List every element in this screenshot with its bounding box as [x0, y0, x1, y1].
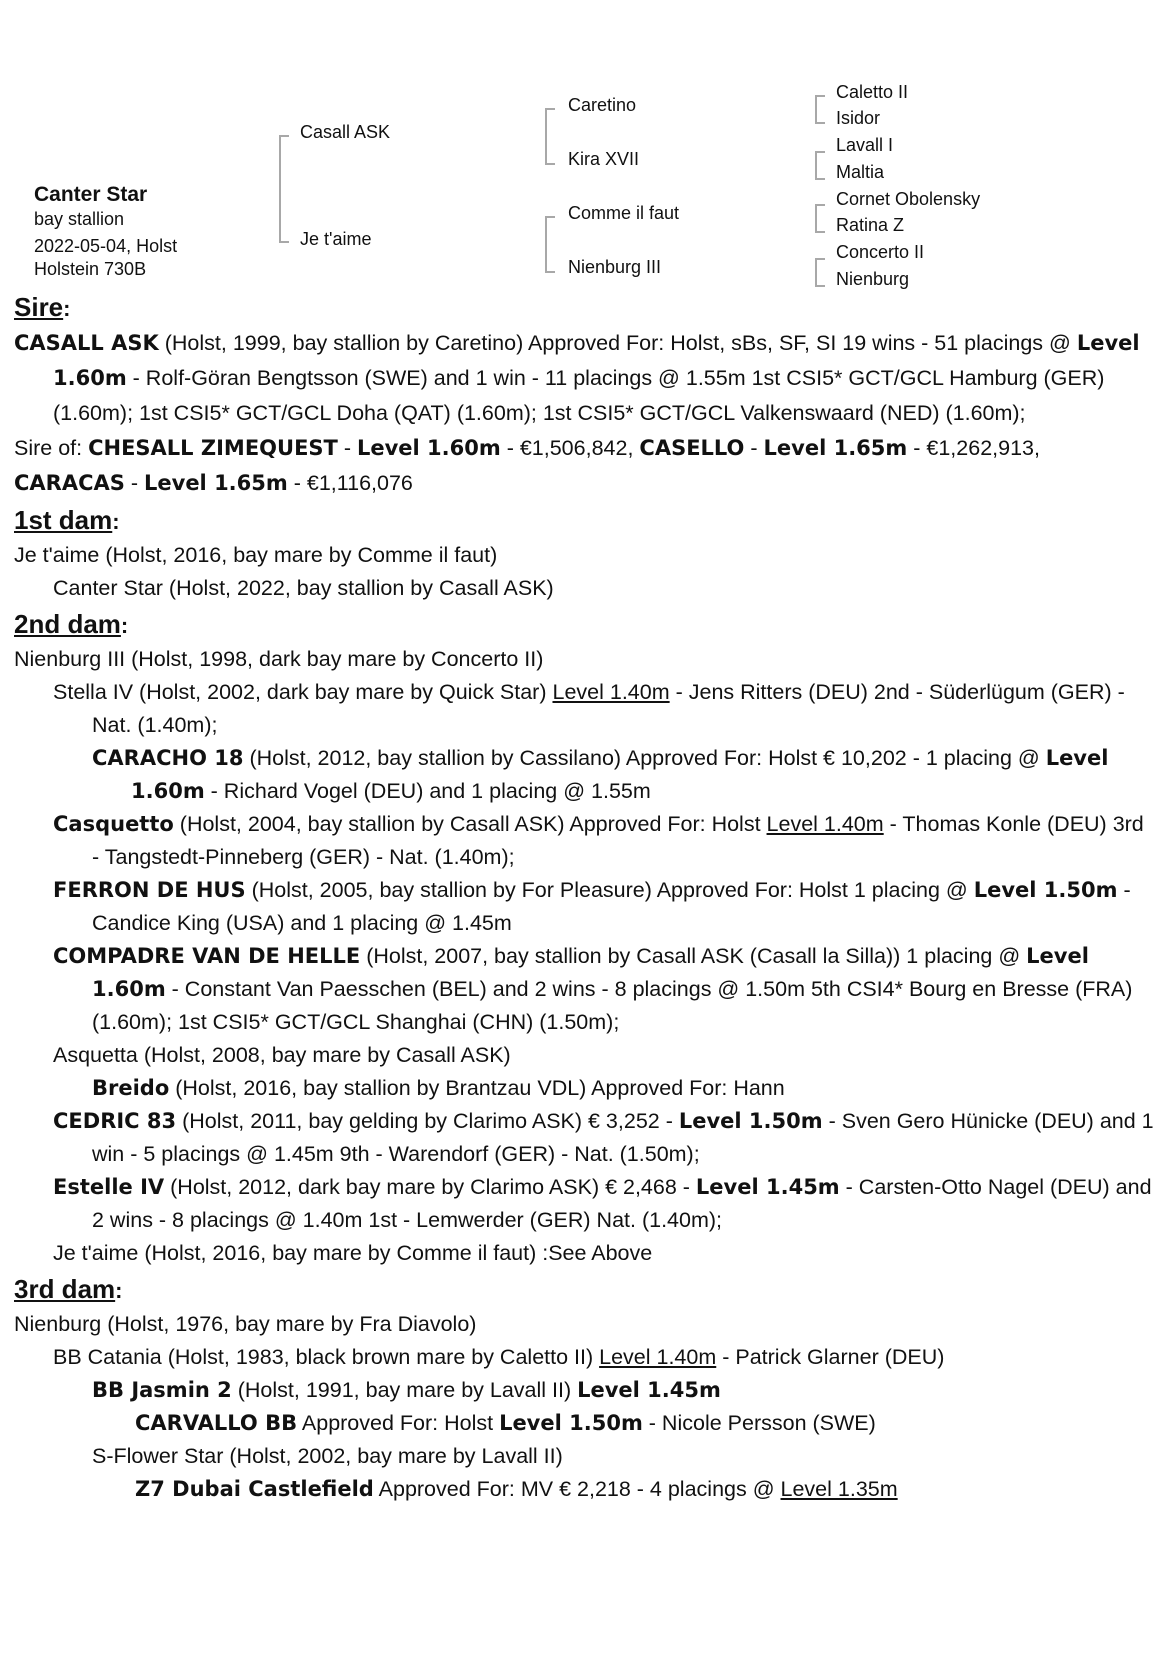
offspring-text: (Holst, 2011, bay gelding by Clarimo ASK) € 3,252 - [176, 1109, 679, 1133]
offspring-record: - Patrick Glarner (DEU) [716, 1345, 945, 1369]
offspring-earnings: - €1,506,842, [500, 436, 640, 460]
section-sire-heading [14, 290, 1154, 326]
section-first-dam-title: 1st dam [14, 505, 113, 535]
offspring-entry [53, 1171, 1154, 1237]
offspring-name: CARVALLO BB [135, 1411, 298, 1435]
section-third-dam-title: 3rd dam [14, 1274, 116, 1304]
pedigree-gen2-3[interactable]: Nienburg III [568, 257, 662, 277]
section-first-dam-heading [14, 503, 1154, 539]
offspring-text: Stella IV (Holst, 2002, dark bay mare by Quick Star) [53, 680, 553, 704]
section-second-dam-title: 2nd dam [14, 609, 121, 639]
colon: : [115, 1278, 123, 1303]
offspring-text: (Holst, 2012, bay stallion by Cassilano) Approved For: Holst € 10,202 - 1 placing @ [243, 746, 1046, 770]
pedigree-gen3-5[interactable]: Ratina Z [836, 215, 905, 235]
offspring-level: Level 1.35m [780, 1477, 898, 1501]
pedigree-connector [279, 135, 289, 243]
offspring-entry [53, 940, 1154, 1039]
offspring-text: (Holst, 2005, bay stallion by For Pleasure) Approved For: Holst 1 placing @ [245, 878, 974, 902]
offspring-entry [53, 1341, 1154, 1374]
offspring-entry [92, 742, 1154, 808]
offspring-text: Approved For: Holst [297, 1411, 500, 1435]
offspring-name: BB Jasmin 2 [92, 1378, 232, 1402]
pedigree-gen3-0[interactable]: Caletto II [836, 82, 909, 102]
second-dam-entry: Nienburg III (Holst, 1998, dark bay mare by Concerto II) [14, 647, 544, 671]
pedigree-connector [815, 95, 825, 124]
offspring-entry: S-Flower Star (Holst, 2002, bay mare by Lavall II) [92, 1444, 563, 1468]
pedigree-gen3-4[interactable]: Cornet Obolensky [836, 189, 981, 209]
offspring-name: CARACAS [14, 471, 125, 495]
pedigree-gen3-1[interactable]: Isidor [836, 108, 881, 128]
offspring-earnings: - €1,116,076 [287, 471, 413, 495]
sire-record: - Rolf-Göran Bengtsson (SWE) and 1 win - 11 placings @ 1.55m 1st CSI5* GCT/GCL Hamburg (GER) (1.60m); 1st CSI5* GCT/GCL Doha (QAT) (1.60m); 1st CSI5* GCT/GCL Valkenswaard (NED) (1.60m); [53, 366, 1105, 425]
subject-registry: Holstein 730B [34, 259, 147, 279]
offspring-level: Level 1.45m [695, 1175, 840, 1199]
offspring-entry [53, 1105, 1154, 1171]
offspring-name: CARACHO 18 [92, 746, 244, 770]
colon: : [120, 613, 129, 638]
pedigree-connector [815, 204, 825, 233]
offspring-entry [53, 676, 1154, 742]
first-dam-entry: Je t'aime (Holst, 2016, bay mare by Comme il faut) [14, 543, 498, 567]
pedigree-gen2-2[interactable]: Comme il faut [568, 203, 680, 223]
offspring-record: - Nicole Persson (SWE) [642, 1411, 876, 1435]
offspring-record: - Richard Vogel (DEU) and 1 placing @ 1.55m [204, 779, 651, 803]
offspring-text: (Holst, 2016, bay stallion by Brantzau VDL) Approved For: Hann [169, 1076, 785, 1100]
offspring-level: Level 1.50m [499, 1411, 643, 1435]
offspring-level: Level 1.60m [92, 944, 1089, 1001]
offspring-name: COMPADRE VAN DE HELLE [53, 944, 361, 968]
offspring-entry [92, 1374, 1154, 1407]
offspring-record: - Jens Ritters (DEU) 2nd - Süderlügum (GER) - Nat. (1.40m); [92, 680, 1125, 737]
colon: : [63, 296, 71, 321]
colon: : [112, 509, 120, 534]
pedigree-connector [815, 258, 825, 287]
offspring-name: CHESALL ZIMEQUEST [88, 436, 338, 460]
offspring-name: Breido [92, 1076, 170, 1100]
pedigree-dam[interactable]: Je t'aime [300, 229, 372, 249]
offspring-text: (Holst, 2007, bay stallion by Casall ASK (Casall la Silla)) 1 placing @ [360, 944, 1027, 968]
pedigree-connector [545, 216, 555, 273]
offspring-text: (Holst, 2012, dark bay mare by Clarimo ASK) € 2,468 - [164, 1175, 696, 1199]
offspring-level: Level 1.50m [973, 878, 1118, 902]
offspring-name: Casquetto [53, 812, 174, 836]
pedigree-gen3-3[interactable]: Maltia [836, 162, 885, 182]
offspring-entry [53, 874, 1154, 940]
third-dam-entry: Nienburg (Holst, 1976, bay mare by Fra Diavolo) [14, 1312, 477, 1336]
offspring-record: - Candice King (USA) and 1 placing @ 1.45m [92, 878, 1131, 935]
offspring-entry [92, 1072, 1154, 1105]
offspring-level: Level 1.60m [131, 746, 1109, 803]
offspring-level: Level 1.65m [144, 471, 288, 495]
offspring-level: Level 1.45m [577, 1378, 721, 1402]
offspring-record: - Thomas Konle (DEU) 3rd - Tangstedt-Pinneberg (GER) - Nat. (1.40m); [92, 812, 1144, 869]
offspring-text: (Holst, 2004, bay stallion by Casall ASK) Approved For: Holst [173, 812, 767, 836]
offspring-level: Level 1.65m [763, 436, 908, 460]
offspring-level: Level 1.60m [356, 436, 501, 460]
offspring-name: Estelle IV [53, 1175, 165, 1199]
pedigree-connector [545, 108, 555, 165]
pedigree-gen2-1[interactable]: Kira XVII [568, 149, 640, 169]
subject-birth: 2022-05-04, Holst [34, 236, 178, 256]
pedigree-chart [0, 0, 1167, 310]
pedigree-gen3-7[interactable]: Nienburg [836, 269, 910, 289]
separator: - [744, 436, 764, 460]
offspring-level: Level 1.40m [599, 1345, 717, 1369]
pedigree-sire[interactable]: Casall ASK [300, 122, 391, 142]
offspring-name: CASELLO [639, 436, 745, 460]
offspring-entry [135, 1407, 1154, 1440]
sire-name: CASALL ASK [14, 331, 159, 355]
sire-level: Level 1.60m [53, 331, 1140, 390]
section-second-dam-heading [14, 607, 1154, 643]
offspring-name: CEDRIC 83 [53, 1109, 177, 1133]
offspring-entry [135, 1473, 1154, 1506]
subject-name: Canter Star [34, 183, 148, 206]
offspring-entry [53, 808, 1154, 874]
offspring-name: Z7 Dubai Castlefield [135, 1477, 374, 1501]
sire-offspring [14, 431, 1154, 501]
pedigree-connector [815, 151, 825, 180]
offspring-text: Approved For: MV € 2,218 - 4 placings @ [373, 1477, 781, 1501]
offspring-record: - Sven Gero Hünicke (DEU) and 1 win - 5 placings @ 1.45m 9th - Warendorf (GER) - Nat. (1.50m); [92, 1109, 1154, 1166]
offspring-entry: Asquetta (Holst, 2008, bay mare by Casall ASK) [53, 1043, 511, 1067]
sire-of-label: Sire of: [14, 436, 89, 460]
sire-entry [14, 326, 1154, 431]
offspring-record: - Constant Van Paesschen (BEL) and 2 wins - 8 placings @ 1.50m 5th CSI4* Bourg en Bresse (FRA) (1.60m); 1st CSI5* GCT/GCL Shanghai (CHN) (1.50m); [92, 977, 1133, 1034]
offspring-level: Level 1.40m [552, 680, 670, 704]
section-sire-title: Sire [14, 292, 64, 322]
offspring-level: Level 1.40m [766, 812, 884, 836]
offspring-text: BB Catania (Holst, 1983, black brown mare by Caletto II) [53, 1345, 600, 1369]
sire-text: (Holst, 1999, bay stallion by Caretino) Approved For: Holst, sBs, SF, SI 19 wins - 51 placings @ [158, 331, 1077, 355]
subject-description: bay stallion [34, 209, 125, 229]
separator: - [337, 436, 357, 460]
offspring-name: FERRON DE HUS [53, 878, 246, 902]
pedigree-gen3-6[interactable]: Concerto II [836, 242, 925, 262]
offspring-earnings: - €1,262,913, [907, 436, 1040, 460]
pedigree-text [14, 290, 1154, 1506]
offspring-text: (Holst, 1991, bay mare by Lavall II) [231, 1378, 578, 1402]
section-third-dam-heading [14, 1272, 1154, 1308]
offspring-entry: Je t'aime (Holst, 2016, bay mare by Comme il faut) :See Above [53, 1241, 653, 1265]
pedigree-gen2-0[interactable]: Caretino [568, 95, 637, 115]
separator: - [124, 471, 144, 495]
first-dam-offspring: Canter Star (Holst, 2022, bay stallion by Casall ASK) [53, 576, 554, 600]
offspring-level: Level 1.50m [678, 1109, 823, 1133]
pedigree-gen3-2[interactable]: Lavall I [836, 135, 894, 155]
offspring-record: - Carsten-Otto Nagel (DEU) and 2 wins - 8 placings @ 1.40m 1st - Lemwerder (GER) Nat. (1.40m); [92, 1175, 1152, 1232]
